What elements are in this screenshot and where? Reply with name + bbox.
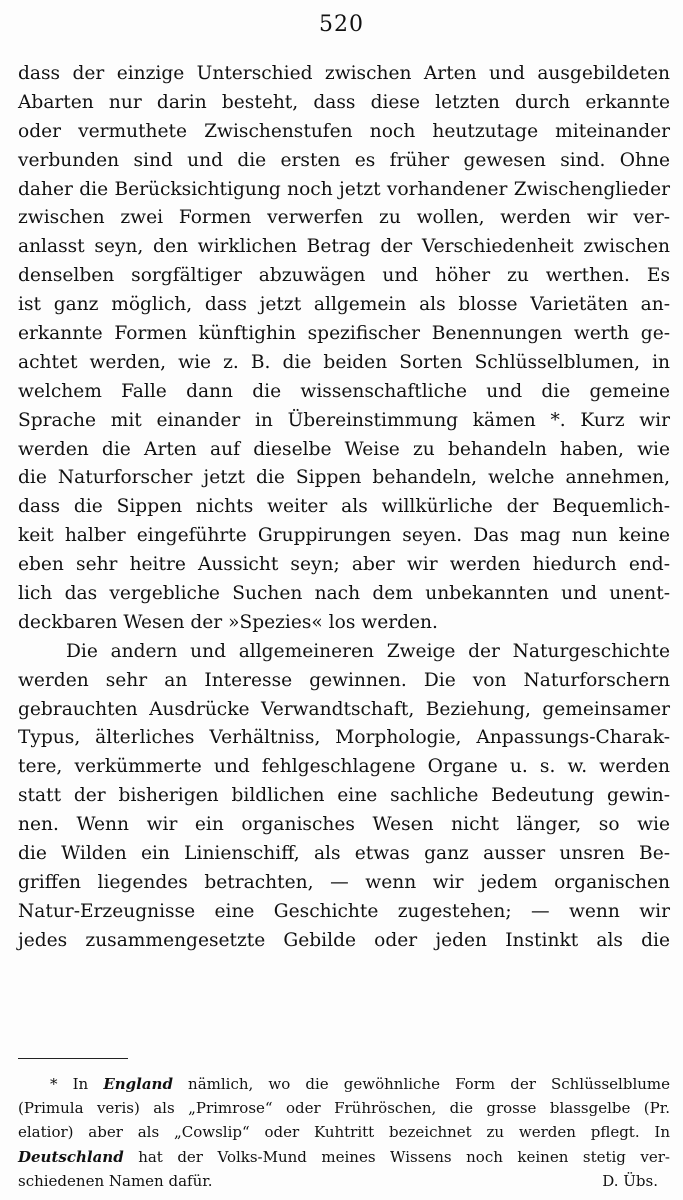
text-line: nen. Wenn wir ein organisches Wesen nicht länger, so wie xyxy=(18,814,670,836)
footnote-emphasis: Deutschland xyxy=(18,1147,124,1166)
text-line: Typus, älterliches Verhältniss, Morphologie, Anpassungs-Charak- xyxy=(18,727,670,749)
text-line: statt der bisherigen bildlichen eine sachliche Bedeutung gewin- xyxy=(18,785,670,807)
text-line: werden die Arten auf dieselbe Weise zu behandeln haben, wie xyxy=(18,438,670,460)
text-line: welchem Falle dann die wissenschaftliche und die gemeine xyxy=(18,380,670,402)
text-line: denselben sorgfältiger abzuwägen und höher zu werthen. Es xyxy=(18,265,670,287)
page-number: 520 xyxy=(319,12,364,37)
text-line: Sprache mit einander in Übereinstimmung kämen *. Kurz wir xyxy=(18,409,670,431)
footnote xyxy=(18,1072,670,1193)
text-line: die Naturforscher jetzt die Sippen behandeln, welche annehmen, xyxy=(18,467,670,489)
footnote-line xyxy=(18,1145,670,1169)
footnote-emphasis: England xyxy=(103,1075,173,1093)
text-line: Abarten nur darin besteht, dass diese letzten durch erkannte xyxy=(18,91,670,113)
text-line: eben sehr heitre Aussicht seyn; aber wir werden hiedurch end- xyxy=(18,554,670,576)
footnote-text: * In xyxy=(50,1075,104,1093)
text-line: griffen liegendes betrachten, — wenn wir jedem organischen xyxy=(18,871,670,893)
footnote-text: nämlich, wo die gewöhnliche Form der Schlüsselblume xyxy=(172,1075,671,1093)
text-line: achtet werden, wie z. B. die beiden Sorten Schlüsselblumen, in xyxy=(18,351,670,373)
footnote-line xyxy=(18,1169,670,1193)
text-line: jedes zusammengesetzte Gebilde oder jeden Instinkt als die xyxy=(18,929,670,951)
text-line: keit halber eingeführte Gruppirungen seyen. Das mag nun keine xyxy=(18,525,670,547)
footnote-text: schiedenen Namen dafür. xyxy=(18,1171,213,1190)
body-text xyxy=(18,60,670,956)
text-line: ist ganz möglich, dass jetzt allgemein als blosse Varietäten an- xyxy=(18,294,670,316)
footnote-text: hat der Volks-Mund meines Wissens noch keinen stetig ver- xyxy=(123,1147,670,1166)
translator-signature: D. Übs. xyxy=(602,1171,658,1190)
text-line: anlasst seyn, den wirklichen Betrag der Verschiedenheit zwischen xyxy=(18,236,670,258)
text-line: verbunden sind und die ersten es früher gewesen sind. Ohne xyxy=(18,149,670,171)
text-line: erkannte Formen künftighin spezifischer Benennungen werth ge- xyxy=(18,323,670,345)
text-line: die Wilden ein Linienschiff, als etwas ganz ausser unsren Be- xyxy=(18,843,670,865)
text-line: oder vermuthete Zwischenstufen noch heutzutage miteinander xyxy=(18,120,670,142)
text-line: tere, verkümmerte und fehlgeschlagene Organe u. s. w. werden xyxy=(18,756,670,778)
text-line: zwischen zwei Formen verwerfen zu wollen, werden wir ver- xyxy=(18,207,670,229)
text-line: daher die Berücksichtigung noch jetzt vorhandener Zwischenglieder xyxy=(18,178,670,200)
footnote-line: elatior) aber als „Cowslip“ oder Kuhtritt bezeichnet zu werden pflegt. In xyxy=(18,1123,670,1142)
footnote-line: (Primula veris) als „Primrose“ oder Frühröschen, die grosse blassgelbe (Pr. xyxy=(18,1099,670,1118)
text-line: werden sehr an Interesse gewinnen. Die von Naturforschern xyxy=(18,669,670,691)
text-line: deckbaren Wesen der »Spezies« los werden. xyxy=(18,611,438,633)
text-line: Natur-Erzeugnisse eine Geschichte zugestehen; — wenn wir xyxy=(18,900,670,922)
footnote-line xyxy=(18,1072,670,1096)
text-line: lich das vergebliche Suchen nach dem unbekannten und unent- xyxy=(18,583,670,605)
text-line: gebrauchten Ausdrücke Verwandtschaft, Beziehung, gemeinsamer xyxy=(18,698,670,720)
text-line: dass der einzige Unterschied zwischen Arten und ausgebildeten xyxy=(18,63,670,84)
text-line: dass die Sippen nichts weiter als willkürliche der Bequemlich- xyxy=(18,496,670,518)
footnote-divider xyxy=(18,1058,128,1059)
text-line: Die andern und allgemeineren Zweige der Naturgeschichte xyxy=(66,640,670,662)
